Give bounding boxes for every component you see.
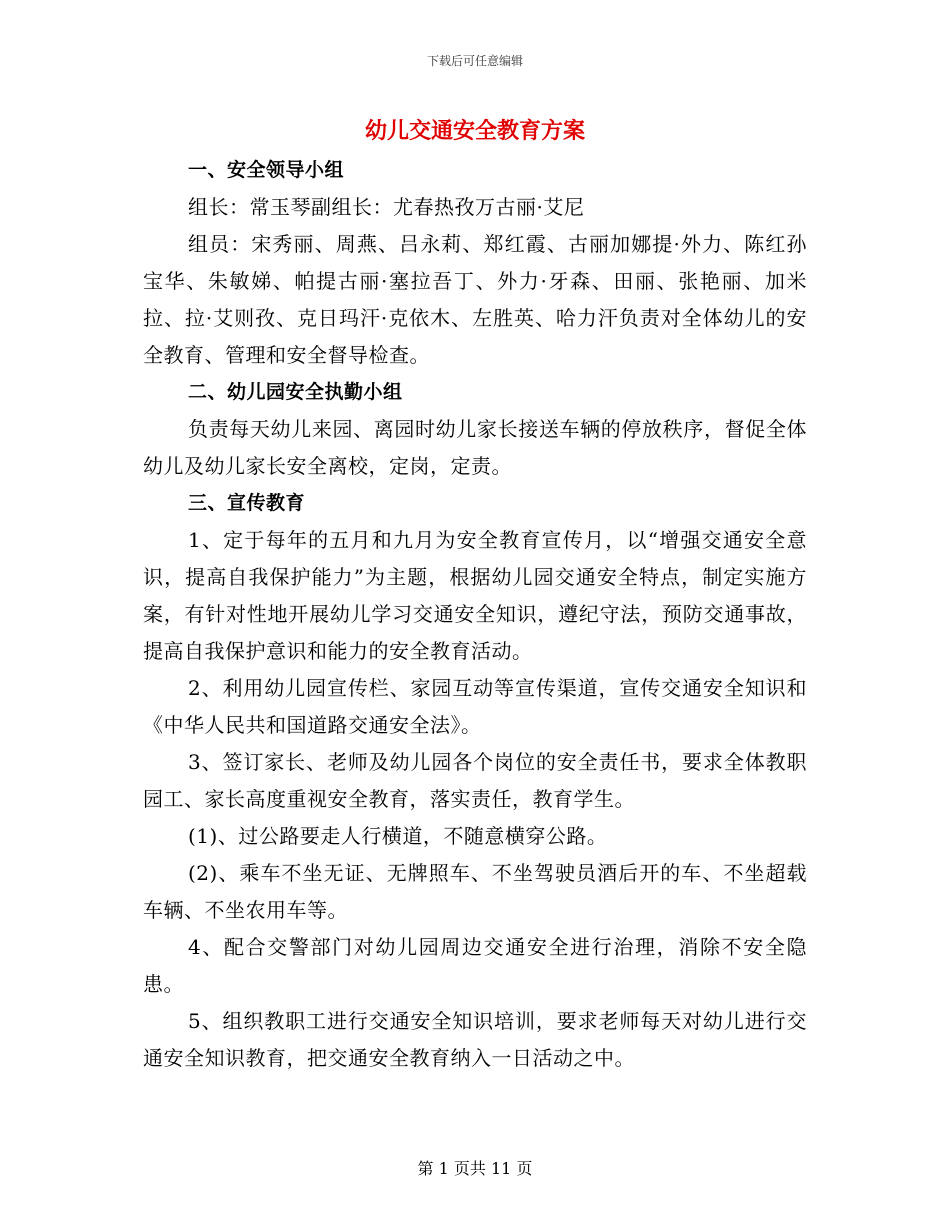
document-title: 幼儿交通安全教育方案: [364, 119, 585, 144]
page-header-note: 下载后可任意编辑: [426, 54, 523, 68]
section-heading: 二、幼儿园安全执勤小组: [188, 381, 403, 403]
page-number: 第 1 页共 11 页: [417, 1159, 533, 1178]
body-paragraph: 组员：宋秀丽、周燕、吕永莉、郑红霞、古丽加娜提·外力、陈红孙宝华、朱敏娣、帕提古丽·塞拉吾丁、外力·牙森、田丽、张艳丽、加米拉、拉·艾则孜、克日玛汗·克依木、左胜英、哈力汗负责对全体幼儿的安全教育、管理和安全督导检查。: [143, 232, 807, 367]
document-body: [143, 152, 807, 1077]
body-paragraph: 5、组织教职工进行交通安全知识培训，要求老师每天对幼儿进行交通安全知识教育，把交通安全教育纳入一日活动之中。: [143, 1009, 807, 1070]
body-paragraph: 负责每天幼儿来园、离园时幼儿家长接送车辆的停放秩序，督促全体幼儿及幼儿家长安全离校，定岗，定责。: [143, 417, 807, 478]
body-paragraph: (2)、乘车不坐无证、无牌照车、不坐驾驶员酒后开的车、不坐超载车辆、不坐农用车等。: [143, 861, 807, 922]
section-heading: 三、宣传教育: [188, 492, 306, 514]
body-paragraph: 2、利用幼儿园宣传栏、家园互动等宣传渠道，宣传交通安全知识和《中华人民共和国道路交通安全法》。: [143, 676, 807, 737]
body-paragraph: 4、配合交警部门对幼儿园周边交通安全进行治理，消除不安全隐患。: [143, 935, 807, 996]
body-paragraph: 1、定于每年的五月和九月为安全教育宣传月，以“增强交通安全意识，提高自我保护能力”为主题，根据幼儿园交通安全特点，制定实施方案，有针对性地开展幼儿学习交通安全知识，遵纪守法，预防交通事故，提高自我保护意识和能力的安全教育活动。: [143, 528, 807, 663]
body-paragraph: 3、签订家长、老师及幼儿园各个岗位的安全责任书，要求全体教职园工、家长高度重视安全教育，落实责任，教育学生。: [143, 750, 807, 811]
section-heading: 一、安全领导小组: [188, 159, 345, 181]
body-paragraph: (1)、过公路要走人行横道，不随意横穿公路。: [188, 824, 608, 848]
body-paragraph: 组长：常玉琴副组长：尤春热孜万古丽·艾尼: [188, 195, 585, 219]
